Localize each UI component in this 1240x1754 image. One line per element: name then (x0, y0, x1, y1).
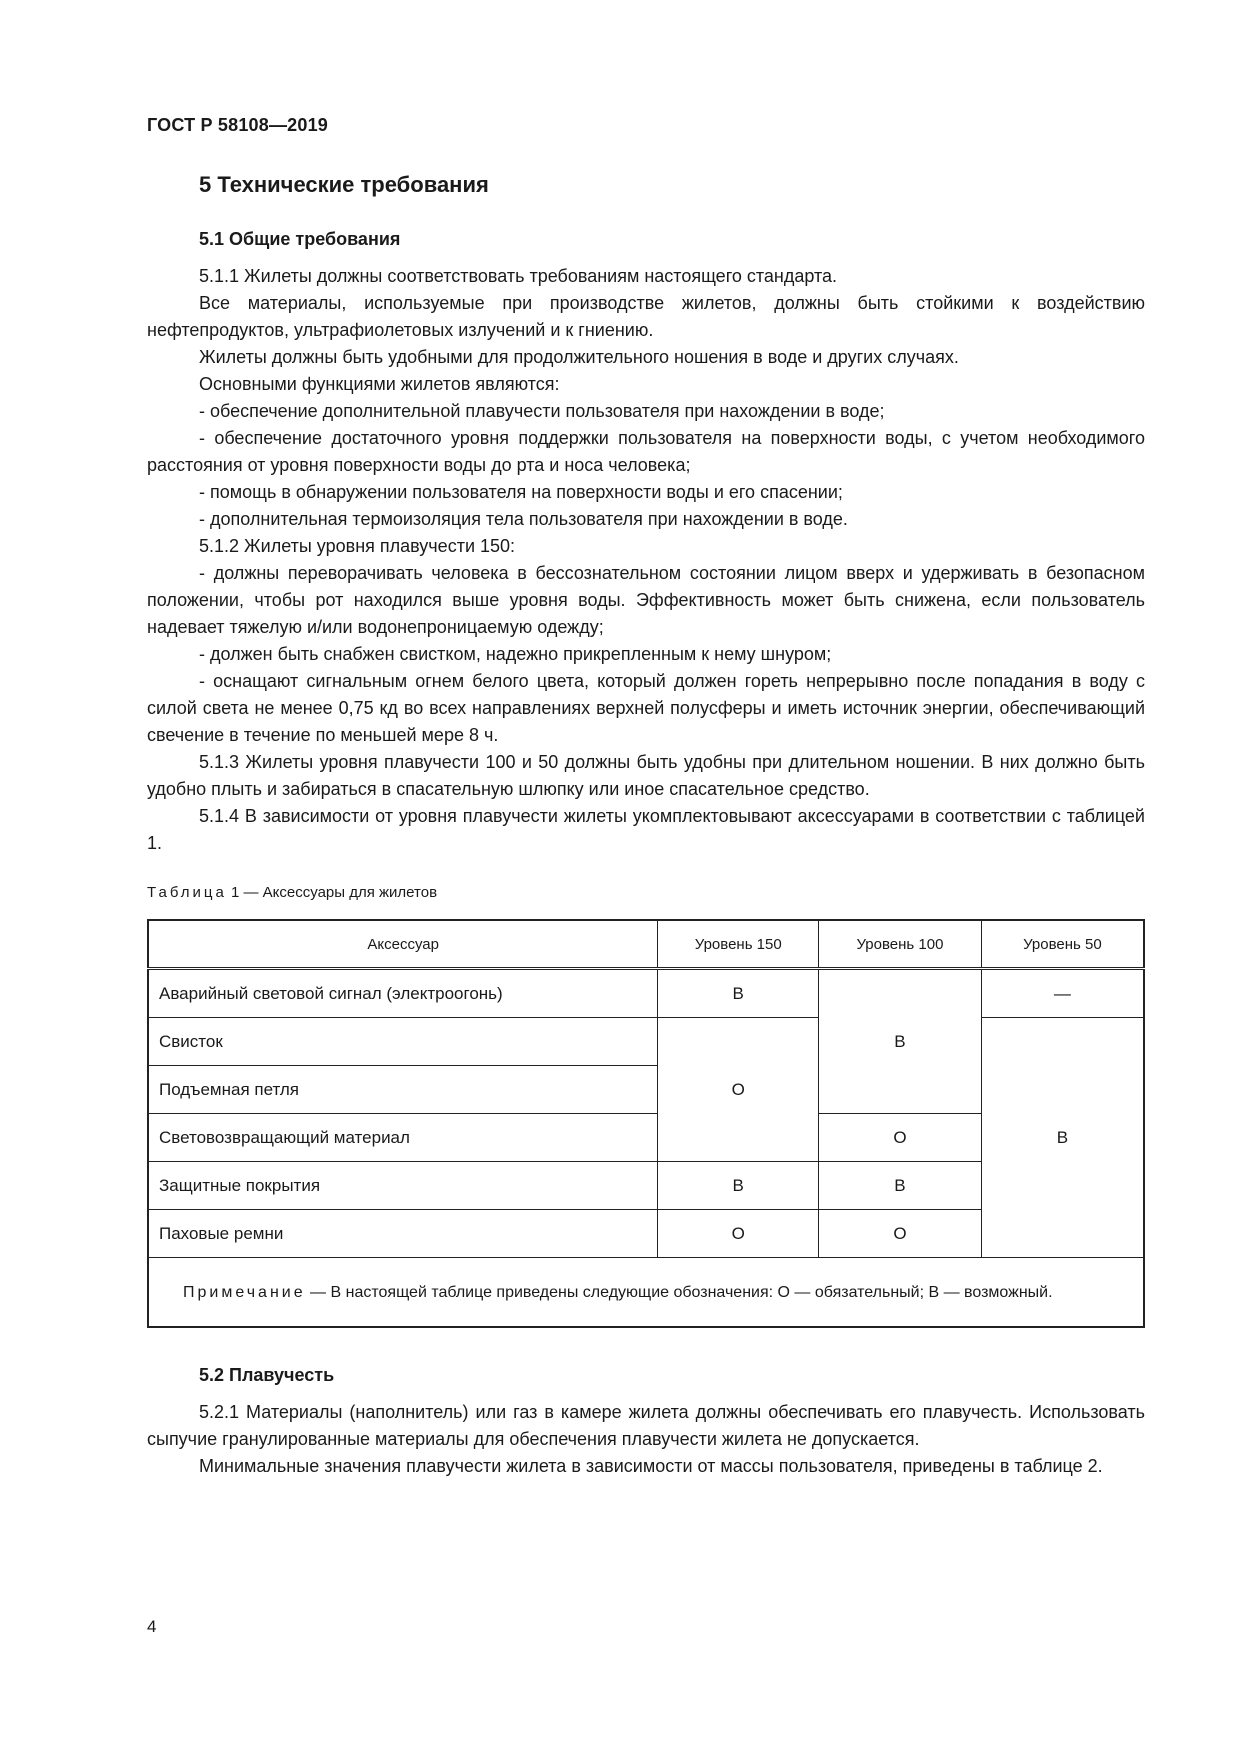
paragraph: Основными функциями жилетов являются: (199, 374, 560, 394)
list-item: - обеспечение достаточного уровня поддержки пользователя на поверхности воды, с учетом необходимого расстояния от уровня поверхности воды до рта и носа человека; (147, 428, 1145, 475)
subsection-5-1-body (147, 263, 1145, 857)
paragraph: 5.1.4 В зависимости от уровня плавучести жилеты укомплектовывают аксессуарами в соответствии с таблицей 1. (147, 806, 1145, 853)
accessory-name: Защитные покрытия (148, 1162, 658, 1210)
table-caption-text: 1 — Аксессуары для жилетов (231, 884, 438, 901)
paragraph: 5.1.2 Жилеты уровня плавучести 150: (199, 536, 516, 556)
table-header-row (148, 920, 1144, 969)
list-item: - оснащают сигнальным огнем белого цвета, который должен гореть непрерывно после попадания в воду с силой света не менее 0,75 кд во всех направлениях верхней полусферы и иметь источник энергии, обеспечивающий свечение в течение по меньшей мере 8 ч. (147, 671, 1145, 745)
accessory-name: Свисток (148, 1018, 658, 1066)
accessory-name: Аварийный световой сигнал (электроогонь) (148, 969, 658, 1018)
document-code: ГОСТ Р 58108—2019 (147, 115, 329, 135)
list-item: - дополнительная термоизоляция тела пользователя при нахождении в воде. (199, 509, 848, 529)
note-word: Примечание (183, 1283, 306, 1301)
subsection-5-2-body (147, 1399, 1145, 1480)
cell-level-150: О (658, 1018, 819, 1162)
cell-level-50: — (981, 969, 1144, 1018)
subsection-5-1-title-block (147, 229, 1145, 250)
cell-level-150: О (658, 1210, 819, 1258)
table-row (148, 1018, 1144, 1066)
table-note (148, 1258, 1144, 1328)
list-item: - обеспечение дополнительной плавучести пользователя при нахождении в воде; (199, 401, 885, 421)
column-header: Уровень 50 (981, 920, 1144, 969)
column-header: Уровень 100 (819, 920, 982, 969)
cell-level-150: В (658, 1162, 819, 1210)
cell-level-50: В (981, 1018, 1144, 1258)
table-1-caption (147, 884, 437, 901)
subsection-5-1-title: 5.1 Общие требования (199, 229, 401, 249)
paragraph: 5.1.3 Жилеты уровня плавучести 100 и 50 должны быть удобны при длительном ношении. В них должно быть удобно плыть и забираться в спасательную шлюпку или иное спасательное средство. (147, 752, 1145, 799)
subsection-5-2-title: 5.2 Плавучесть (199, 1365, 335, 1385)
accessories-table (147, 919, 1145, 1328)
accessory-name: Подъемная петля (148, 1066, 658, 1114)
column-header: Уровень 150 (658, 920, 819, 969)
subsection-5-2-title-block (147, 1365, 1145, 1386)
column-header: Аксессуар (148, 920, 658, 969)
section-5-title: 5 Технические требования (199, 172, 489, 197)
cell-level-150: В (658, 969, 819, 1018)
accessory-name: Паховые ремни (148, 1210, 658, 1258)
cell-level-100: В (819, 1162, 982, 1210)
paragraph: Все материалы, используемые при производстве жилетов, должны быть стойкими к воздействию нефтепродуктов, ультрафиолетовых излучений и к гниению. (147, 293, 1145, 340)
cell-level-100: О (819, 1114, 982, 1162)
paragraph: Жилеты должны быть удобными для продолжительного ношения в воде и других случаях. (199, 347, 959, 367)
list-item: - должны переворачивать человека в бессознательном состоянии лицом вверх и удерживать в безопасном положении, чтобы рот находился выше уровня воды. Эффективность может быть снижена, если пользователь надевает тяжелую и/или водонепроницаемую одежду; (147, 563, 1145, 637)
note-text: — В настоящей таблице приведены следующие обозначения: О — обязательный; В — возможный. (305, 1283, 1053, 1301)
table-row (148, 969, 1144, 1018)
table-caption-word: Таблица (147, 884, 227, 901)
list-item: - помощь в обнаружении пользователя на поверхности воды и его спасении; (199, 482, 843, 502)
paragraph: Минимальные значения плавучести жилета в зависимости от массы пользователя, приведены в таблице 2. (199, 1456, 1103, 1476)
cell-level-100: О (819, 1210, 982, 1258)
paragraph: 5.2.1 Материалы (наполнитель) или газ в камере жилета должны обеспечивать его плавучесть. Использовать сыпучие гранулированные материалы для обеспечения плавучести жилета не допускается. (147, 1402, 1145, 1449)
list-item: - должен быть снабжен свистком, надежно прикрепленным к нему шнуром; (199, 644, 832, 664)
cell-level-100: В (819, 969, 982, 1114)
page-number: 4 (147, 1617, 157, 1636)
table-note-row (148, 1258, 1144, 1328)
section-title-block (147, 172, 1145, 198)
accessory-name: Световозвращающий материал (148, 1114, 658, 1162)
paragraph: 5.1.1 Жилеты должны соответствовать требованиям настоящего стандарта. (199, 266, 838, 286)
